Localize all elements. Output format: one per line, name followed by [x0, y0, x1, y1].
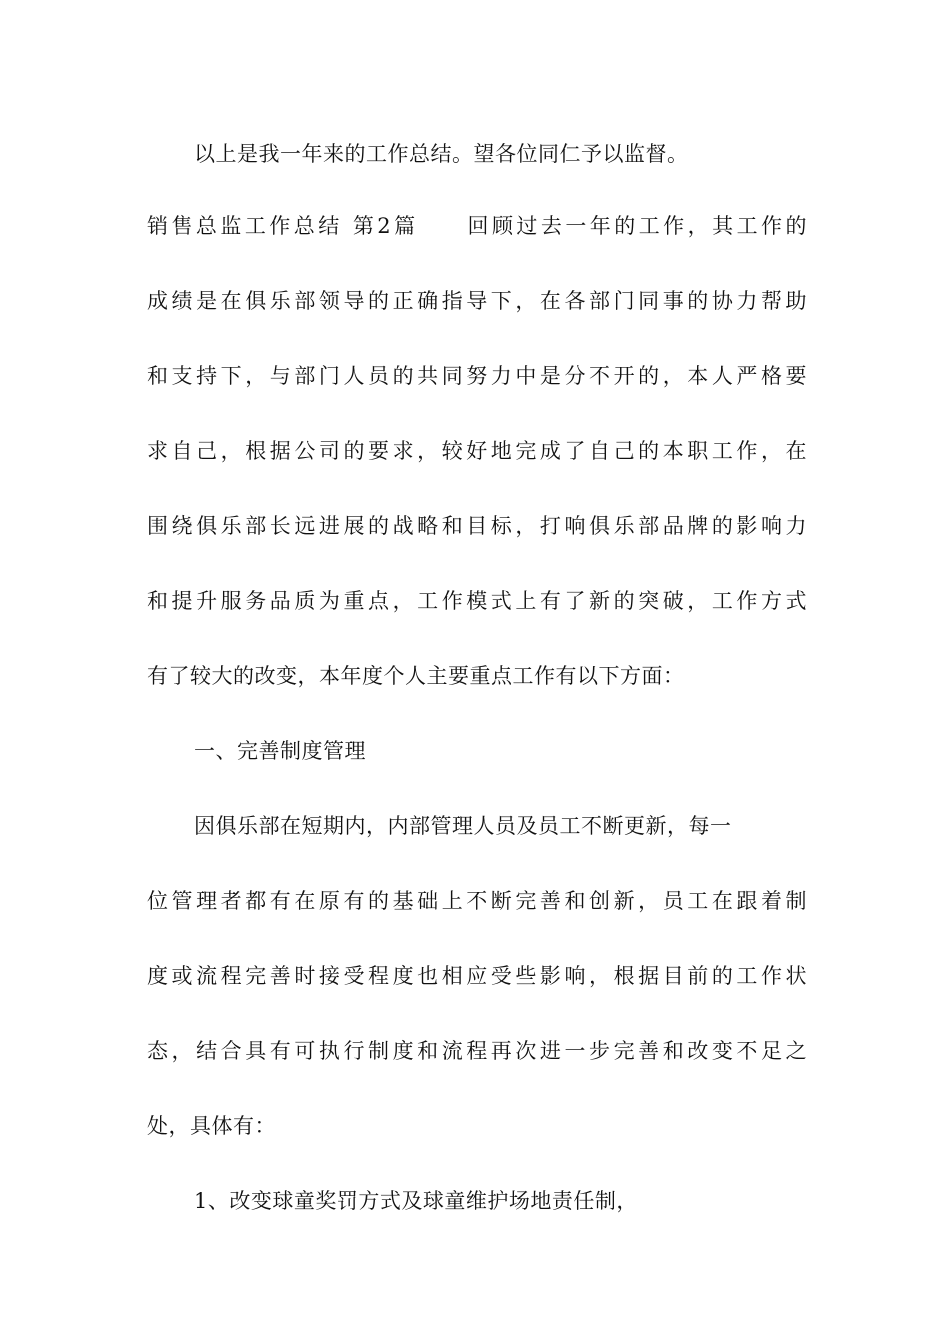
paragraph-line: 度或流程完善时接受程度也相应受些影响，根据目前的工作状: [147, 964, 807, 988]
paragraph-line: 处，具体有：: [147, 1114, 276, 1138]
paragraph-line: 围绕俱乐部长远进展的战略和目标，打响俱乐部品牌的影响力: [147, 514, 807, 538]
section-heading-line: 销售总监工作总结 第2篇 回顾过去一年的工作，其工作的: [147, 214, 807, 238]
paragraph-line: 态，结合具有可执行制度和流程再次进一步完善和改变不足之: [147, 1039, 807, 1063]
paragraph-line: 因俱乐部在短期内，内部管理人员及员工不断更新，每一: [194, 814, 732, 838]
subheading-line: 一、完善制度管理: [194, 739, 366, 763]
paragraph-line: 以上是我一年来的工作总结。望各位同仁予以监督。: [194, 142, 689, 166]
paragraph-line: 成绩是在俱乐部领导的正确指导下，在各部门同事的协力帮助: [147, 289, 807, 313]
paragraph-line: 求自己，根据公司的要求，较好地完成了自己的本职工作，在: [147, 439, 807, 463]
paragraph-line: 有了较大的改变，本年度个人主要重点工作有以下方面：: [147, 664, 685, 688]
paragraph-line: 和提升服务品质为重点，工作模式上有了新的突破，工作方式: [147, 589, 807, 613]
paragraph-line: 位管理者都有在原有的基础上不断完善和创新，员工在跟着制: [147, 889, 807, 913]
paragraph-line: 和支持下，与部门人员的共同努力中是分不开的，本人严格要: [147, 364, 807, 388]
list-item-line: 1、改变球童奖罚方式及球童维护场地责任制，: [194, 1189, 638, 1213]
